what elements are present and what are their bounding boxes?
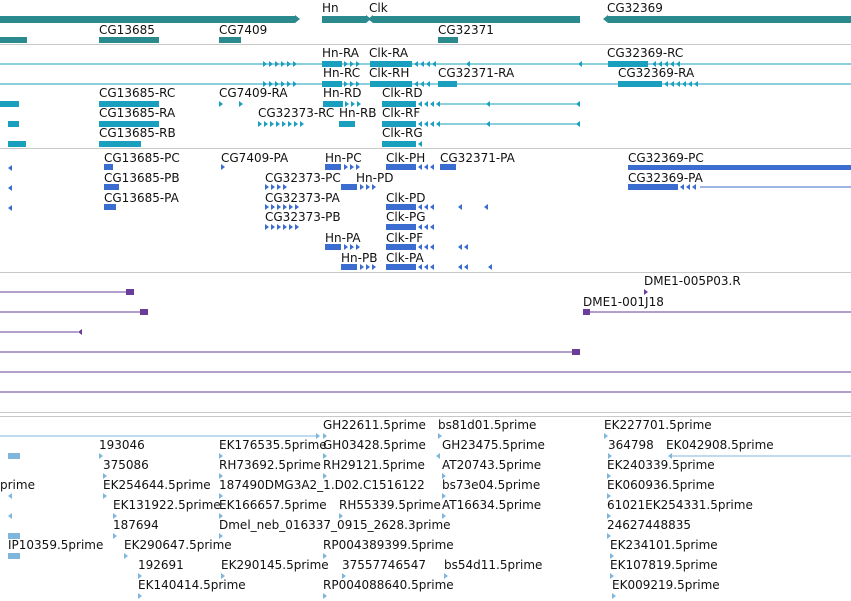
transcript-glyph[interactable] (618, 81, 662, 87)
transcript-glyph[interactable] (270, 121, 274, 127)
transcript-glyph[interactable] (281, 61, 285, 67)
clone-glyph[interactable] (78, 329, 82, 335)
transcript-glyph[interactable] (287, 61, 291, 67)
transcript-glyph[interactable] (432, 61, 436, 67)
protein-glyph[interactable] (464, 264, 468, 270)
est-label[interactable]: RH73692.5prime (219, 458, 321, 472)
protein-glyph[interactable] (8, 185, 12, 191)
transcript-label[interactable]: Clk-RD (382, 86, 423, 100)
est-label[interactable]: 364798 (608, 438, 654, 452)
est-label[interactable]: RP004389399.5prime (323, 538, 454, 552)
protein-glyph[interactable] (424, 244, 428, 250)
transcript-glyph[interactable] (293, 61, 297, 67)
est-label[interactable]: 192691 (138, 558, 184, 572)
est-label[interactable]: EK009219.5prime (612, 578, 720, 592)
est-label[interactable]: EK234101.5prime (610, 538, 718, 552)
track-divider (0, 416, 851, 417)
transcript-label[interactable]: Hn-RD (323, 86, 362, 100)
transcript-label[interactable]: CG13685-RC (99, 86, 176, 100)
gene-label[interactable]: CG13685 (99, 23, 155, 37)
transcript-glyph[interactable] (486, 101, 490, 107)
transcript-glyph[interactable] (264, 121, 268, 127)
transcript-glyph[interactable] (414, 61, 418, 67)
gene-label[interactable]: CG7409 (219, 23, 268, 37)
est-label[interactable]: bs54d11.5prime (444, 558, 543, 572)
protein-glyph[interactable] (8, 205, 12, 211)
est-label[interactable]: RH55339.5prime (339, 498, 441, 512)
protein-glyph[interactable] (386, 224, 416, 230)
est-label[interactable]: GH23475.5prime (442, 438, 545, 452)
transcript-glyph[interactable] (293, 81, 297, 87)
est-label[interactable]: prime (0, 478, 35, 492)
gene-label[interactable]: CG32369 (607, 1, 663, 15)
gene-label[interactable]: Hn (322, 1, 339, 15)
protein-glyph[interactable] (464, 244, 468, 250)
transcript-glyph[interactable] (436, 121, 440, 127)
clone-glyph[interactable] (140, 309, 148, 315)
est-label[interactable]: 37557746547 (342, 558, 426, 572)
protein-glyph[interactable] (283, 224, 287, 230)
protein-label[interactable]: Clk-PG (386, 210, 426, 224)
protein-label[interactable]: Clk-PF (386, 231, 424, 245)
est-glyph[interactable] (8, 493, 12, 499)
protein-glyph[interactable] (628, 165, 851, 170)
protein-label[interactable]: Hn-PC (325, 151, 362, 165)
protein-label[interactable]: Clk-PA (386, 251, 424, 265)
gene-glyph[interactable] (322, 16, 366, 23)
transcript-glyph[interactable] (424, 121, 428, 127)
transcript-label[interactable]: Clk-RA (369, 46, 409, 60)
est-glyph[interactable] (323, 593, 327, 599)
transcript-glyph[interactable] (239, 101, 243, 107)
transcript-label[interactable]: CG7409-RA (219, 86, 288, 100)
transcript-glyph[interactable] (382, 141, 416, 147)
protein-label[interactable]: Hn-PD (356, 171, 394, 185)
protein-glyph[interactable] (458, 204, 462, 210)
est-label[interactable]: AT16634.5prime (442, 498, 542, 512)
est-glyph[interactable] (103, 493, 107, 499)
transcript-label[interactable]: Clk-RF (382, 106, 421, 120)
est-label[interactable]: 187694 (113, 518, 159, 532)
transcript-glyph[interactable] (486, 121, 490, 127)
gene-glyph[interactable] (99, 37, 159, 43)
transcript-glyph[interactable] (339, 121, 355, 127)
transcript-glyph[interactable] (269, 61, 273, 67)
protein-glyph[interactable] (265, 224, 269, 230)
transcript-glyph[interactable] (576, 101, 580, 107)
est-label[interactable]: 24627448835 (607, 518, 691, 532)
clone-label[interactable]: DME1-005P03.R (644, 274, 741, 288)
gene-glyph[interactable] (373, 16, 580, 23)
transcript-glyph[interactable] (275, 61, 279, 67)
est-label[interactable]: GH22611.5prime (323, 418, 426, 432)
protein-label[interactable]: CG32373-PA (265, 191, 340, 205)
protein-label[interactable]: CG32369-PA (628, 171, 703, 185)
transcript-glyph[interactable] (99, 141, 141, 147)
est-label[interactable]: EK140414.5prime (138, 578, 246, 592)
est-label[interactable]: 187490DMG3A2_1.D02.C1516122 (219, 478, 425, 492)
est-label[interactable]: EK290145.5prime (221, 558, 329, 572)
est-label[interactable]: EK227701.5prime (604, 418, 712, 432)
est-label[interactable]: EK131922.5prime (113, 498, 221, 512)
transcript-glyph[interactable] (578, 61, 582, 67)
gene-label[interactable]: Clk (369, 1, 388, 15)
transcript-glyph[interactable] (576, 121, 580, 127)
protein-label[interactable]: CG32369-PC (628, 151, 704, 165)
est-label[interactable]: bs81d01.5prime (438, 418, 537, 432)
track-divider (0, 148, 851, 149)
transcript-label[interactable]: Clk-RG (382, 126, 423, 140)
protein-label[interactable]: CG13685-PB (104, 171, 180, 185)
transcript-glyph[interactable] (424, 101, 428, 107)
est-glyph[interactable] (124, 553, 128, 559)
transcript-glyph[interactable] (282, 121, 286, 127)
est-label[interactable]: bs73e04.5prime (442, 478, 541, 492)
gene-label[interactable]: CG32371 (438, 23, 494, 37)
transcript-label[interactable]: Hn-RB (339, 106, 377, 120)
gene-glyph[interactable] (219, 37, 241, 43)
protein-label[interactable]: Hn-PA (325, 231, 361, 245)
est-glyph[interactable] (113, 533, 117, 539)
protein-glyph[interactable] (289, 224, 293, 230)
transcript-glyph[interactable] (676, 81, 680, 87)
clone-glyph[interactable] (126, 289, 134, 295)
clone-glyph[interactable] (572, 349, 580, 355)
protein-glyph[interactable] (458, 244, 462, 250)
est-label[interactable]: EK060936.5prime (607, 478, 715, 492)
protein-glyph[interactable] (424, 264, 428, 270)
transcript-glyph[interactable] (430, 121, 434, 127)
est-label[interactable]: EK176535.5prime (219, 438, 327, 452)
est-glyph[interactable] (138, 593, 142, 599)
transcript-label[interactable]: Hn-RC (323, 66, 361, 80)
est-label[interactable]: EK166657.5prime (219, 498, 327, 512)
transcript-label[interactable]: CG13685-RB (99, 126, 176, 140)
transcript-glyph[interactable] (688, 81, 692, 87)
gene-glyph[interactable] (603, 15, 608, 23)
transcript-glyph[interactable] (300, 121, 304, 127)
transcript-glyph[interactable] (0, 101, 19, 107)
est-label[interactable]: 61021EK254331.5prime (607, 498, 753, 512)
est-glyph[interactable] (612, 593, 616, 599)
transcript-glyph[interactable] (694, 81, 698, 87)
protein-glyph[interactable] (418, 224, 422, 230)
protein-glyph[interactable] (8, 165, 12, 171)
est-label[interactable]: 193046 (99, 438, 145, 452)
protein-label[interactable]: CG7409-PA (221, 151, 289, 165)
gene-glyph[interactable] (608, 16, 851, 23)
est-glyph[interactable] (8, 453, 20, 459)
protein-glyph[interactable] (430, 204, 434, 210)
protein-glyph[interactable] (341, 184, 357, 190)
protein-glyph[interactable] (430, 264, 434, 270)
transcript-glyph[interactable] (664, 81, 668, 87)
transcript-glyph[interactable] (438, 81, 457, 87)
transcript-glyph[interactable] (276, 121, 280, 127)
transcript-label[interactable]: CG32371-RA (438, 66, 515, 80)
protein-glyph[interactable] (430, 164, 434, 170)
transcript-glyph[interactable] (670, 81, 674, 87)
protein-glyph[interactable] (430, 224, 434, 230)
transcript-glyph[interactable] (294, 121, 298, 127)
transcript-glyph[interactable] (682, 81, 686, 87)
track-divider (0, 272, 851, 273)
transcript-glyph[interactable] (8, 141, 26, 147)
protein-label[interactable]: CG13685-PA (104, 191, 179, 205)
transcript-label[interactable]: CG32369-RA (618, 66, 695, 80)
est-glyph[interactable] (436, 453, 440, 459)
protein-glyph[interactable] (458, 264, 462, 270)
est-label[interactable]: Dmel_neb_016337_0915_2628.3prime (219, 518, 451, 532)
est-label[interactable]: EK254644.5prime (103, 478, 211, 492)
est-label[interactable]: GH03428.5prime (323, 438, 426, 452)
est-label[interactable]: 375086 (103, 458, 149, 472)
transcript-glyph[interactable] (430, 101, 434, 107)
transcript-label[interactable]: Hn-RA (322, 46, 360, 60)
est-label[interactable]: AT20743.5prime (442, 458, 542, 472)
est-label[interactable]: RH29121.5prime (323, 458, 425, 472)
protein-label[interactable]: Clk-PD (386, 191, 426, 205)
est-glyph[interactable] (8, 553, 20, 559)
clone-label[interactable]: DME1-001J18 (583, 295, 664, 309)
transcript-glyph[interactable] (426, 81, 430, 87)
gene-glyph[interactable] (438, 37, 458, 43)
protein-glyph[interactable] (295, 224, 299, 230)
protein-glyph[interactable] (484, 204, 488, 210)
est-label[interactable]: EK290647.5prime (124, 538, 232, 552)
gene-glyph[interactable] (295, 15, 300, 23)
transcript-glyph[interactable] (420, 61, 424, 67)
est-label[interactable]: IP10359.5prime (8, 538, 104, 552)
protein-label[interactable]: Clk-PH (386, 151, 426, 165)
transcript-glyph[interactable] (418, 141, 422, 147)
gene-glyph[interactable] (368, 15, 373, 23)
gene-glyph[interactable] (0, 16, 295, 23)
protein-label[interactable]: Hn-PB (341, 251, 378, 265)
protein-label[interactable]: CG13685-PC (104, 151, 180, 165)
est-glyph[interactable] (8, 513, 12, 519)
transcript-glyph[interactable] (258, 121, 262, 127)
protein-glyph[interactable] (277, 224, 281, 230)
transcript-glyph[interactable] (263, 61, 267, 67)
track-divider (0, 44, 851, 45)
est-label[interactable]: EK042908.5prime (666, 438, 774, 452)
clone-glyph[interactable] (583, 309, 590, 315)
track-divider (0, 412, 851, 413)
transcript-label[interactable]: Clk-RH (369, 66, 410, 80)
protein-label[interactable]: CG32373-PC (265, 171, 341, 185)
est-label[interactable]: EK107819.5prime (610, 558, 718, 572)
transcript-glyph[interactable] (436, 101, 440, 107)
protein-label[interactable]: CG32371-PA (440, 151, 515, 165)
transcript-glyph[interactable] (8, 121, 19, 127)
est-label[interactable]: EK240339.5prime (607, 458, 715, 472)
transcript-label[interactable]: CG32369-RC (607, 46, 684, 60)
transcript-glyph[interactable] (288, 121, 292, 127)
transcript-glyph[interactable] (219, 101, 223, 107)
transcript-glyph[interactable] (426, 61, 430, 67)
protein-glyph[interactable] (271, 224, 275, 230)
protein-glyph[interactable] (424, 224, 428, 230)
protein-label[interactable]: CG32373-PB (265, 210, 341, 224)
transcript-label[interactable]: CG13685-RA (99, 106, 176, 120)
protein-glyph[interactable] (488, 264, 492, 270)
est-label[interactable]: RP004088640.5prime (323, 578, 454, 592)
gene-glyph[interactable] (0, 37, 27, 43)
transcript-label[interactable]: CG32373-RC (258, 106, 335, 120)
protein-glyph[interactable] (430, 244, 434, 250)
